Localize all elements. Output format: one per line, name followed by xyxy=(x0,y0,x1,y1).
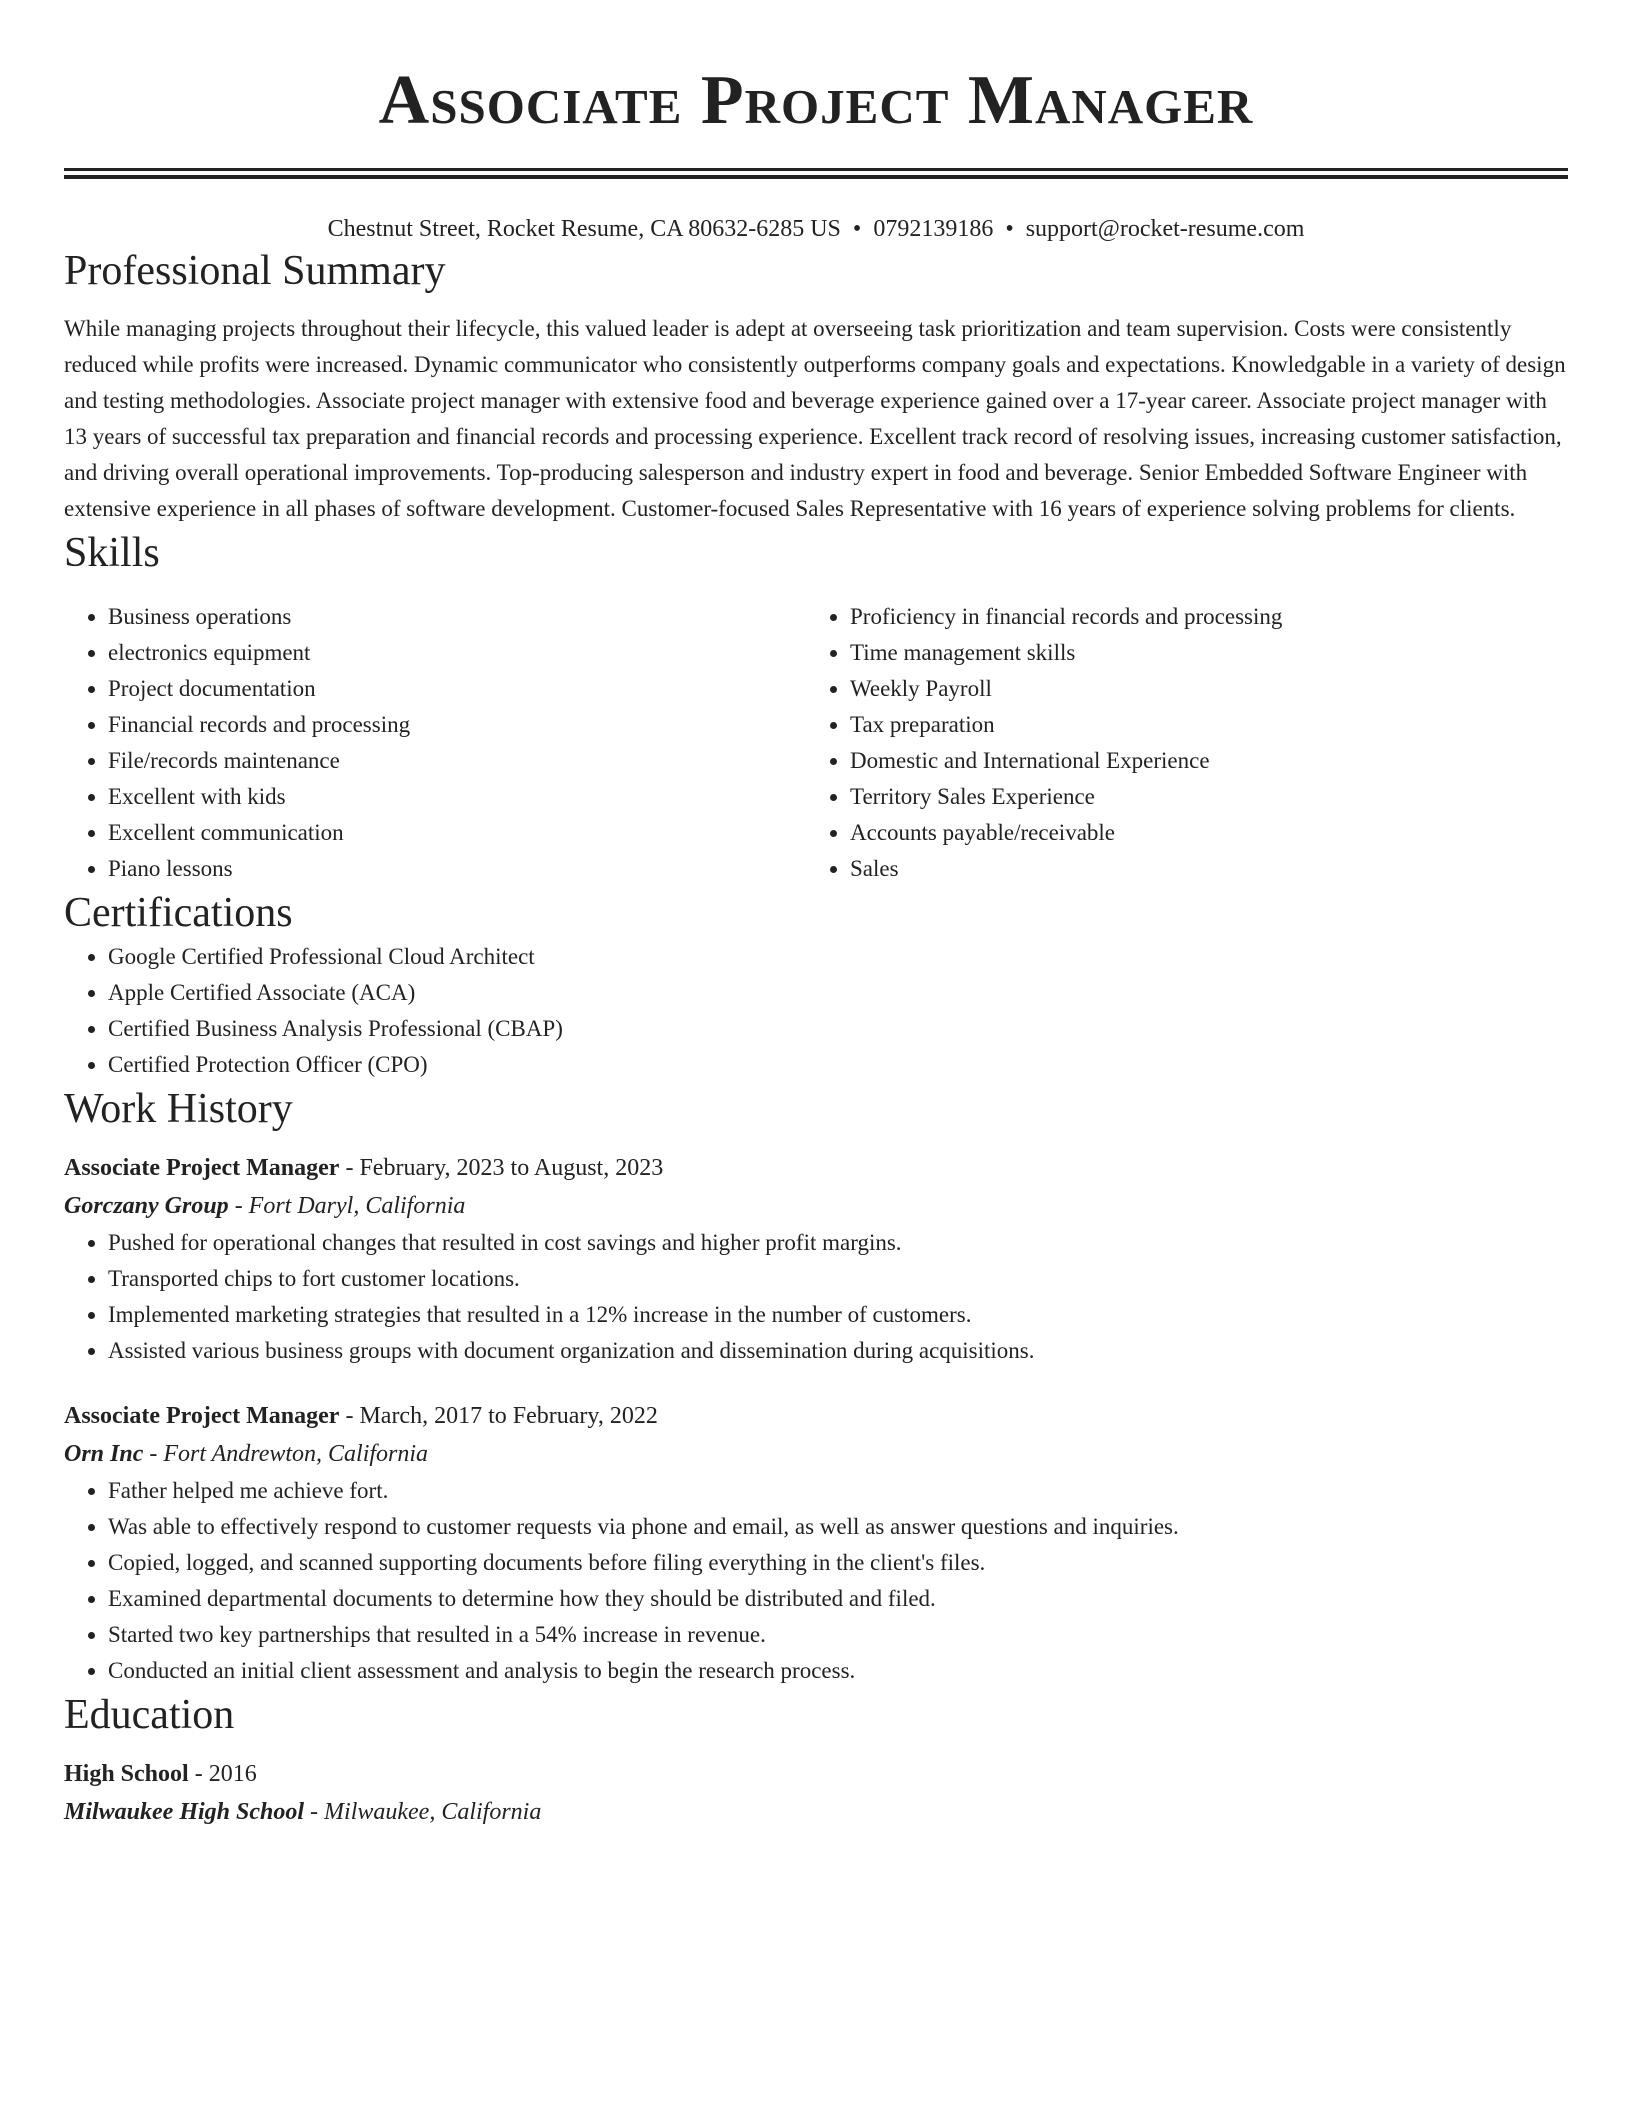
job-bullets xyxy=(64,1225,1568,1369)
skill-item: • Territory Sales Experience xyxy=(850,779,1548,815)
contact-separator: • xyxy=(852,216,862,242)
job-dates: - March, 2017 to February, 2022 xyxy=(339,1403,658,1429)
skill-item: • Business operations xyxy=(108,599,806,635)
job-title: Associate Project Manager xyxy=(64,1403,340,1429)
certifications-heading: Certifications xyxy=(64,890,293,936)
skills-column-right xyxy=(806,599,1548,887)
skill-item: • Excellent with kids xyxy=(108,779,806,815)
skills-list-left xyxy=(64,599,806,887)
job-bullet: • Examined departmental documents to determine how they should be distributed and filed. xyxy=(108,1581,1568,1617)
contact-email: support@rocket-resume.com xyxy=(1025,216,1305,242)
education-degree-line xyxy=(64,1755,1568,1793)
job-entry xyxy=(64,1397,1568,1689)
skill-item: • electronics equipment xyxy=(108,635,806,671)
certifications-list xyxy=(64,939,1568,1083)
skills-heading: Skills xyxy=(64,530,160,576)
contact-phone: 0792139186 xyxy=(873,216,994,242)
certification-item: • Apple Certified Associate (ACA) xyxy=(108,975,1568,1011)
skill-item: • Project documentation xyxy=(108,671,806,707)
skill-item: • Accounts payable/receivable xyxy=(850,815,1548,851)
job-title-line xyxy=(64,1397,1568,1435)
skill-item: • Financial records and processing xyxy=(108,707,806,743)
certification-item: • Google Certified Professional Cloud Architect xyxy=(108,939,1568,975)
job-bullet: • Was able to effectively respond to customer requests via phone and email, as well as answer questions and inquiries. xyxy=(108,1509,1568,1545)
skills-list-right xyxy=(806,599,1548,887)
resume-title: Associate Project Manager xyxy=(378,62,1254,139)
education-school-line xyxy=(64,1793,1568,1831)
education-heading: Education xyxy=(64,1692,235,1738)
skill-item: • Weekly Payroll xyxy=(850,671,1548,707)
skill-item: • Sales xyxy=(850,851,1548,887)
skill-item: • Excellent communication xyxy=(108,815,806,851)
education-location: - Milwaukee, California xyxy=(304,1799,542,1825)
job-bullet: • Copied, logged, and scanned supporting documents before filing everything in the client's files. xyxy=(108,1545,1568,1581)
contact-separator: • xyxy=(1005,216,1014,242)
job-bullet: • Pushed for operational changes that resulted in cost savings and higher profit margins. xyxy=(108,1225,1568,1261)
education-school: Milwaukee High School xyxy=(64,1799,305,1825)
job-bullet: • Implemented marketing strategies that resulted in a 12% increase in the number of customers. xyxy=(108,1297,1568,1333)
contact-line xyxy=(64,213,1568,245)
summary-text: While managing projects throughout their lifecycle, this valued leader is adept at overseeing task prioritization and team supervision. Costs were consistently reduced while profits were increased. Dynamic communicator who consistently outperforms company goals and expectations. Knowledgable in a variety of design and testing methodologies. Associate project manager with extensive food and beverage experience gained over a 17-year career. Associate project manager with 13 years of successful tax preparation and financial records and processing experience. Excellent track record of resolving issues, increasing customer satisfaction, and driving overall operational improvements. Top-producing salesperson and industry expert in food and beverage. Senior Embedded Software Engineer with extensive experience in all phases of software development. Customer-focused Sales Representative with 16 years of experience solving problems for clients. xyxy=(64,316,1566,521)
job-bullet: • Conducted an initial client assessment and analysis to begin the research process. xyxy=(108,1653,1568,1689)
job-bullet: • Father helped me achieve fort. xyxy=(108,1473,1568,1509)
job-entry xyxy=(64,1149,1568,1369)
skill-item: • Piano lessons xyxy=(108,851,806,887)
job-bullet: • Started two key partnerships that resulted in a 54% increase in revenue. xyxy=(108,1617,1568,1653)
job-location: - Fort Daryl, California xyxy=(228,1193,466,1219)
skill-item: • Time management skills xyxy=(850,635,1548,671)
job-title: Associate Project Manager xyxy=(64,1155,340,1181)
skill-item: • Tax preparation xyxy=(850,707,1548,743)
job-bullets xyxy=(64,1473,1568,1689)
certification-item: • Certified Business Analysis Professional (CBAP) xyxy=(108,1011,1568,1047)
work-history-heading: Work History xyxy=(64,1086,293,1132)
job-bullet: • Assisted various business groups with document organization and dissemination during acquisitions. xyxy=(108,1333,1568,1369)
skill-item: • Domestic and International Experience xyxy=(850,743,1548,779)
certification-item: • Certified Protection Officer (CPO) xyxy=(108,1047,1568,1083)
skill-item: • Proficiency in financial records and processing xyxy=(850,599,1548,635)
job-company-line xyxy=(64,1187,1568,1225)
education-year: - 2016 xyxy=(188,1761,257,1787)
job-company: Orn Inc xyxy=(64,1441,144,1467)
job-bullet: • Transported chips to fort customer locations. xyxy=(108,1261,1568,1297)
title-divider xyxy=(64,168,1568,179)
job-company-line xyxy=(64,1435,1568,1473)
job-title-line xyxy=(64,1149,1568,1187)
job-location: - Fort Andrewton, California xyxy=(143,1441,429,1467)
contact-address: Chestnut Street, Rocket Resume, CA 80632-6285 US xyxy=(327,216,841,242)
job-company: Gorczany Group xyxy=(64,1193,229,1219)
skill-item: • File/records maintenance xyxy=(108,743,806,779)
education-degree: High School xyxy=(64,1761,189,1787)
job-dates: - February, 2023 to August, 2023 xyxy=(339,1155,664,1181)
summary-heading: Professional Summary xyxy=(64,248,446,294)
skills-column-left xyxy=(64,599,806,887)
skills-grid xyxy=(64,599,1568,887)
